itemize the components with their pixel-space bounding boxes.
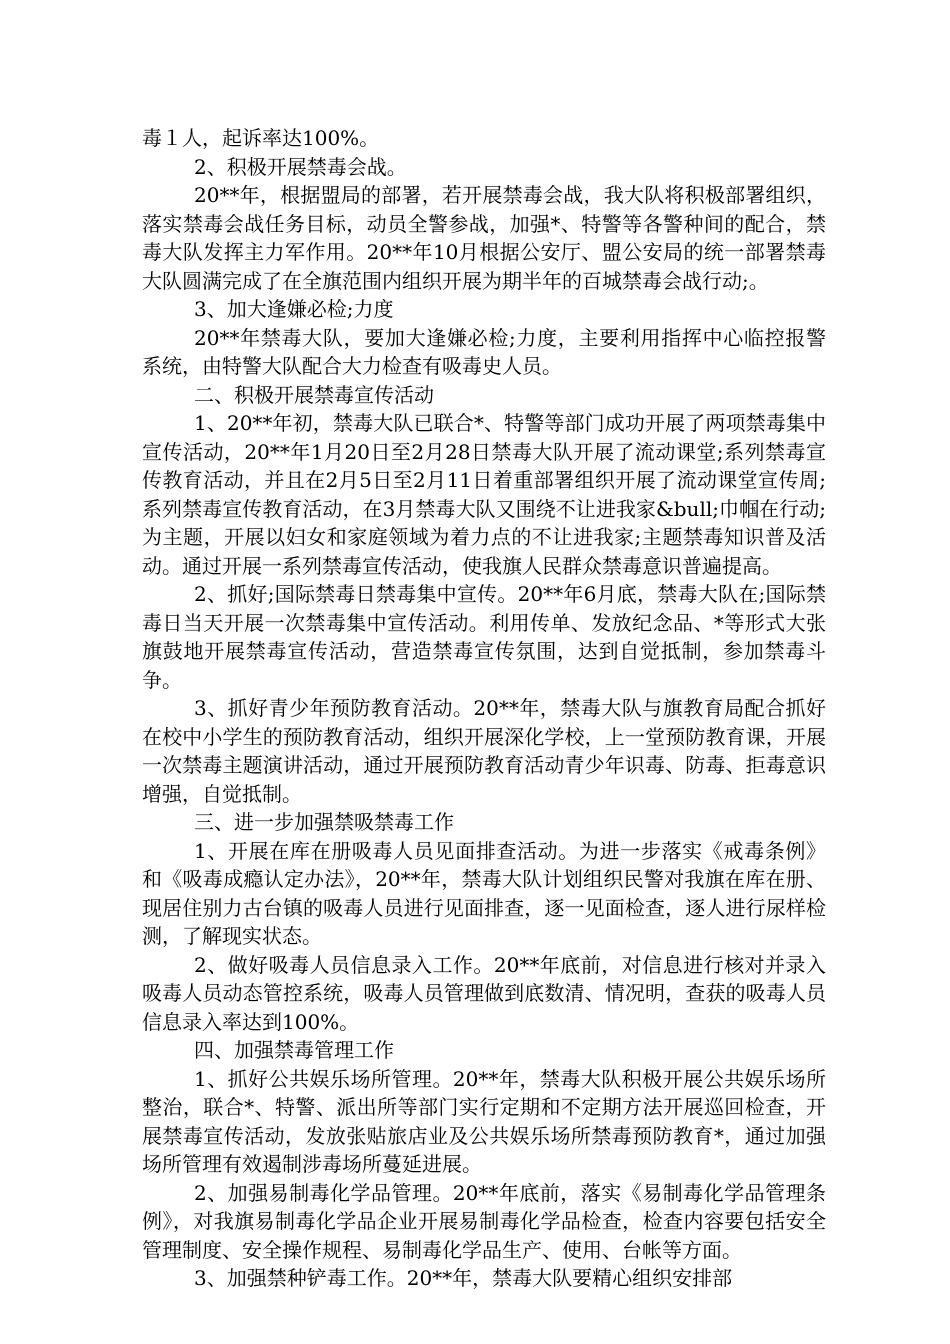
section-heading-publicity: 二、积极开展禁毒宣传活动 xyxy=(194,382,434,407)
paragraph-management-2: 2、加强易制毒化学品管理。20**年底前，落实《易制毒化学品管理条例》，对我旗易制毒化学品企业开展易制毒化学品检查，检查内容要包括安全管理制度、安全操作规程、易制毒化学品生产、使用、台帐等方面。 xyxy=(142,1180,826,1262)
paragraph-publicity-2: 2、抓好;国际禁毒日禁毒集中宣传。20**年6月底，禁毒大队在;国际禁毒日当天开展一次禁毒集中宣传活动。利用传单、发放纪念品、*等形式大张旗鼓地开展禁毒宣传活动，营造禁毒宣传氛围，达到自觉抵制，参加禁毒斗争。 xyxy=(142,582,826,692)
paragraph-management-3: 3、加强禁种铲毒工作。20**年，禁毒大队要精心组织安排部 xyxy=(194,1266,733,1290)
paragraph-drug-control-1: 1、开展在库在册吸毒人员见面排查活动。为进一步落实《戒毒条例》和《吸毒成瘾认定办法》，20**年，禁毒大队计划组织民警对我旗在库在册、现居住别力古台镇的吸毒人员进行见面排查，逐一见面检查，逐人进行尿样检测，了解现实状态。 xyxy=(142,838,826,948)
section-heading-drug-control: 三、进一步加强禁吸禁毒工作 xyxy=(194,810,454,834)
paragraph-inspection: 20**年禁毒大队，要加大逢嫌必检;力度，主要利用指挥中心临控报警系统，由特警大队配合大力检查有吸毒史人员。 xyxy=(142,325,826,378)
document-page xyxy=(142,124,826,1293)
paragraph-management-1: 1、抓好公共娱乐场所管理。20**年，禁毒大队积极开展公共娱乐场所整治，联合*、特警、派出所等部门实行定期和不定期方法开展巡回检查，开展禁毒宣传活动，发放张贴旅店业及公共娱乐场所禁毒预防教育*，通过加强场所管理有效遏制涉毒场所蔓延进展。 xyxy=(142,1066,826,1176)
section-heading-management: 四、加强禁毒管理工作 xyxy=(194,1038,394,1062)
paragraph-heading-inspection: 3、加大逢嫌必检;力度 xyxy=(194,297,394,321)
paragraph-continuation: 毒１人，起诉率达100%。 xyxy=(142,126,380,150)
paragraph-drug-control-2: 2、做好吸毒人员信息录入工作。20**年底前，对信息进行核对并录入吸毒人员动态管控系统，吸毒人员管理做到底数清、情况明，查获的吸毒人员信息录入率达到100%。 xyxy=(142,952,826,1034)
paragraph-joint-campaign: 20**年，根据盟局的部署，若开展禁毒会战，我大队将积极部署组织，落实禁毒会战任务目标，动员全警参战，加强*、特警等各警种间的配合，禁毒大队发挥主力军作用。20**年10月根据公安厅、盟公安局的统一部署禁毒大队圆满完成了在全旗范围内组织开展为期半年的百城禁毒会战行动;。 xyxy=(142,183,826,293)
paragraph-heading-joint-campaign: 2、积极开展禁毒会战。 xyxy=(194,154,407,179)
paragraph-publicity-1: 1、20**年初，禁毒大队已联合*、特警等部门成功开展了两项禁毒集中宣传活动，20**年1月20日至2月28日禁毒大队开展了流动课堂;系列禁毒宣传教育活动，并且在2月5日至2月11日着重部署组织开展了流动课堂宣传周;系列禁毒宣传教育活动，在3月禁毒大队又围绕不让进我家&bull;巾帼在行动;为主题，开展以妇女和家庭领域为着力点的不让进我家;主题禁毒知识普及活动。通过开展一系列禁毒宣传活动，使我旗人民群众禁毒意识普遍提高。 xyxy=(142,411,826,578)
paragraph-publicity-3: 3、抓好青少年预防教育活动。20**年，禁毒大队与旗教育局配合抓好在校中小学生的预防教育活动，组织开展深化学校，上一堂预防教育课，开展一次禁毒主题演讲活动，通过开展预防教育活动青少年识毒、防毒、拒毒意识增强，自觉抵制。 xyxy=(142,696,826,806)
